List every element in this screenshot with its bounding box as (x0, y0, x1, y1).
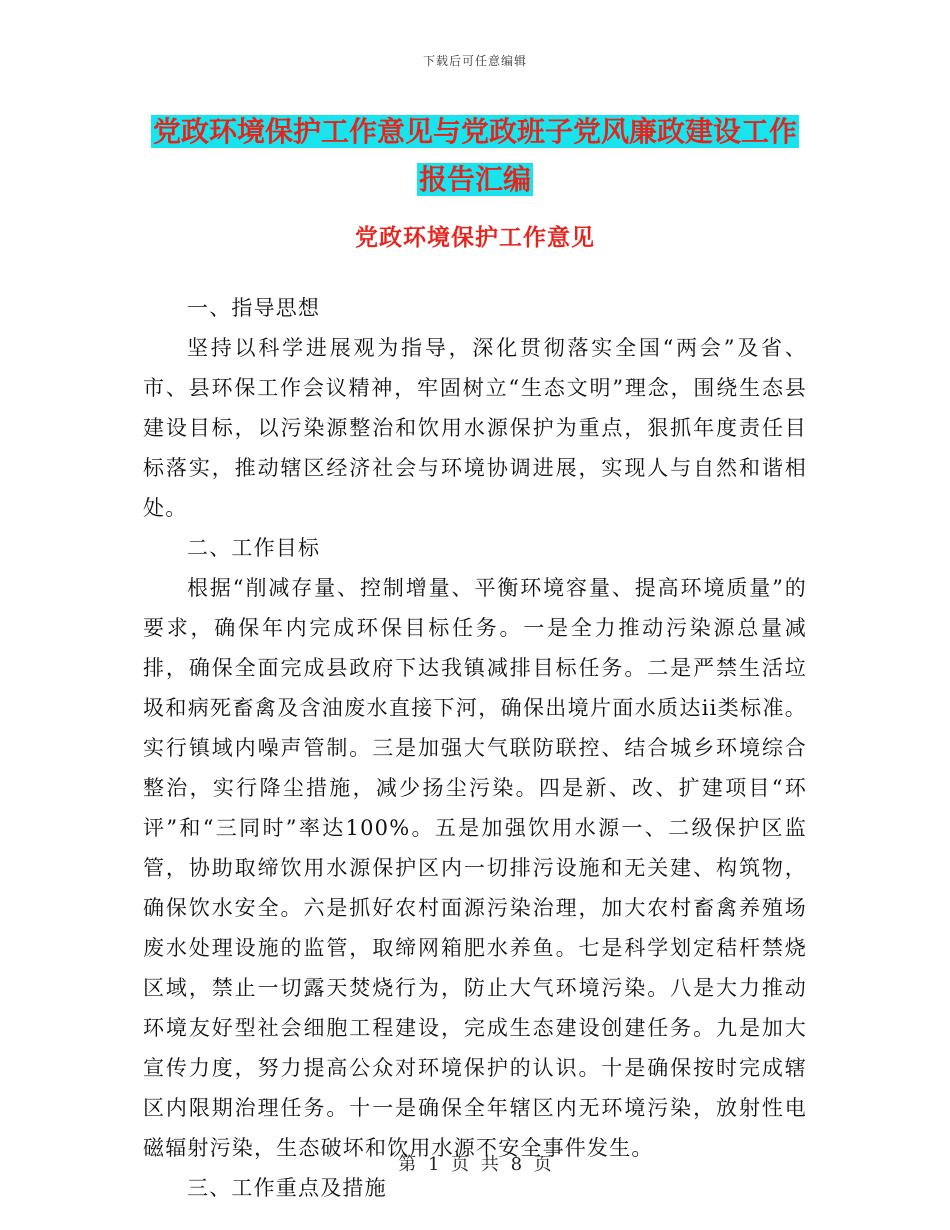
document-body (143, 288, 807, 1208)
page-number: 第 1 页 共 8 页 (398, 1154, 552, 1175)
heading-guiding-thought: 一、指导思想 (187, 296, 321, 320)
section-title: 党政环境保护工作意见 (355, 224, 595, 251)
heading-key-measures: 三、工作重点及措施 (187, 1176, 387, 1200)
document-title (0, 108, 950, 204)
paragraph-work-goals: 根据“削减存量、控制增量、平衡环境容量、提高环境质量”的要求，确保年内完成环保目标任务。一是全力推动污染源总量减排，确保全面完成县政府下达我镇减排目标任务。二是严禁生活垃圾和病死畜禽及含油废水直接下河，确保出境片面水质达ii类标准。实行镇域内噪声管制。三是加强大气联防联控、结合城乡环境综合整治，实行降尘措施，减少扬尘污染。四是新、改、扩建项目“环评”和“三同时”率达100%。五是加强饮用水源一、二级保护区监管，协助取缔饮用水源保护区内一切排污设施和无关建、构筑物，确保饮水安全。六是抓好农村面源污染治理，加大农村畜禽养殖场废水处理设施的监管，取缔网箱肥水养鱼。七是科学划定秸杆禁烧区域，禁止一切露天焚烧行为，防止大气环境污染。八是大力推动环境友好型社会细胞工程建设，完成生态建设创建任务。九是加大宣传力度，努力提高公众对环境保护的认识。十是确保按时完成辖区内限期治理任务。十一是确保全年辖区内无环境污染，放射性电磁辐射污染，生态破坏和饮用水源不安全事件发生。 (143, 576, 807, 1160)
paragraph-guiding-thought: 坚持以科学进展观为指导，深化贯彻落实全国“两会”及省、市、县环保工作会议精神，牢固树立“生态文明”理念，围绕生态县建设目标，以污染源整治和饮用水源保护为重点，狠抓年度责任目标落实，推动辖区经济社会与环境协调进展，实现人与自然和谐相处。 (143, 336, 807, 520)
heading-work-goals: 二、工作目标 (187, 536, 321, 560)
document-title-line2: 报告汇编 (418, 163, 531, 196)
page-header-note: 下载后可任意编辑 (422, 54, 527, 68)
document-title-line1: 党政环境保护工作意见与党政班子党风廉政建设工作 (152, 115, 797, 148)
